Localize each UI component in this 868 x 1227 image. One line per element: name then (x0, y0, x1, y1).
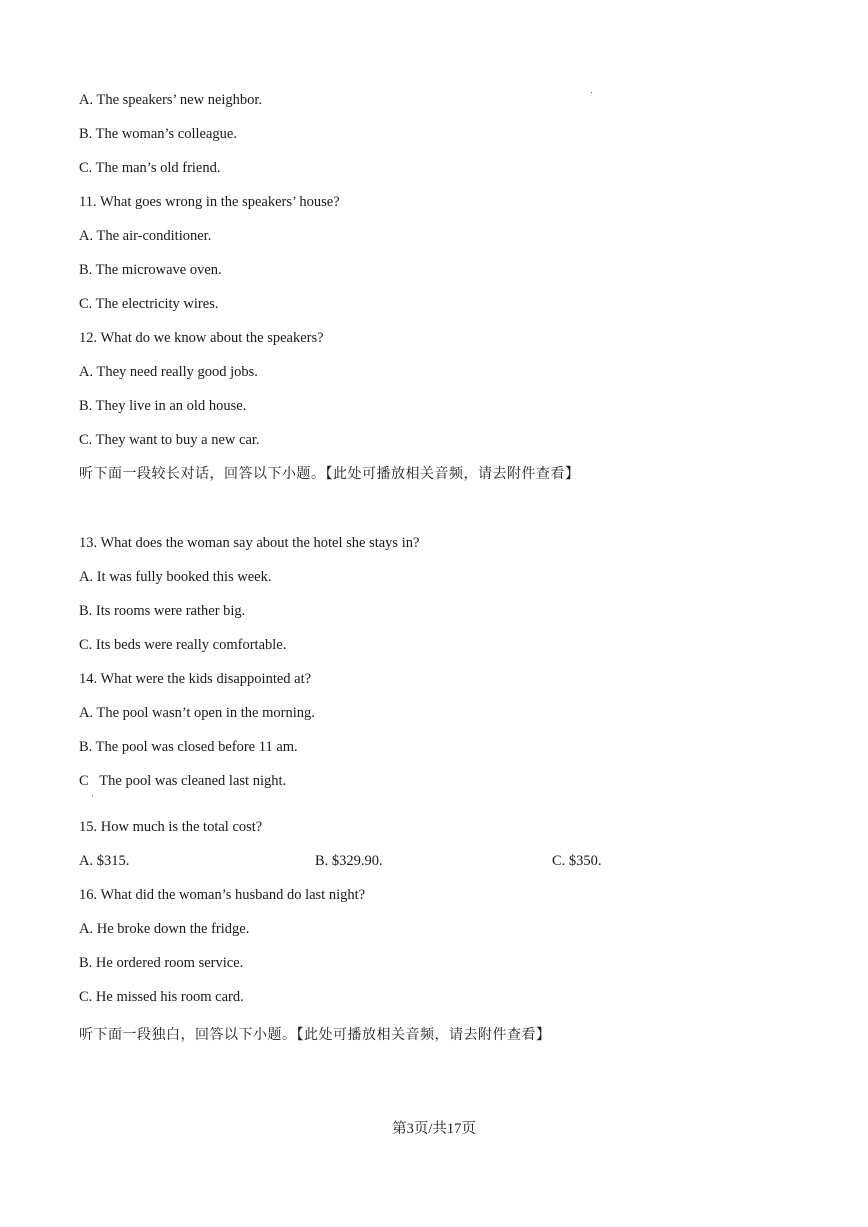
option-11c: C. The electricity wires. (79, 296, 219, 312)
option-14b: B. The pool was closed before 11 am. (79, 739, 298, 755)
option-16a: A. He broke down the fridge. (79, 921, 250, 937)
option-12b: B. They live in an old house. (79, 398, 247, 414)
option-10b: B. The woman’s colleague. (79, 126, 237, 142)
scan-speck (92, 795, 93, 796)
option-13a: A. It was fully booked this week. (79, 569, 272, 585)
question-16: 16. What did the woman’s husband do last night? (79, 887, 366, 903)
option-12a: A. They need really good jobs. (79, 364, 258, 380)
option-16c: C. He missed his room card. (79, 989, 244, 1005)
section-instruction-dialogue: 听下面一段较长对话，回答以下小题。【此处可播放相关音频，请去附件查看】 (79, 466, 580, 482)
question-12: 12. What do we know about the speakers? (79, 330, 324, 346)
option-11a: A. The air-conditioner. (79, 228, 212, 244)
option-11b: B. The microwave oven. (79, 262, 222, 278)
page-number-footer: 第3页/共17页 (392, 1121, 476, 1137)
option-13b: B. Its rooms were rather big. (79, 603, 246, 619)
option-12c: C. They want to buy a new car. (79, 432, 260, 448)
option-14a: A. The pool wasn’t open in the morning. (79, 705, 315, 721)
option-15c: C. $350. (552, 853, 602, 869)
question-11: 11. What goes wrong in the speakers’ house? (79, 194, 340, 210)
option-15a: A. $315. (79, 853, 130, 869)
option-16b: B. He ordered room service. (79, 955, 244, 971)
option-10a: A. The speakers’ new neighbor. (79, 92, 263, 108)
option-13c: C. Its beds were really comfortable. (79, 637, 287, 653)
option-14c: C The pool was cleaned last night. (79, 773, 287, 789)
section-instruction-monologue: 听下面一段独白，回答以下小题。【此处可播放相关音频，请去附件查看】 (79, 1027, 551, 1043)
question-13: 13. What does the woman say about the hotel she stays in? (79, 535, 420, 551)
question-14: 14. What were the kids disappointed at? (79, 671, 312, 687)
option-15b: B. $329.90. (315, 853, 383, 869)
question-15: 15. How much is the total cost? (79, 819, 263, 835)
scan-speck (591, 92, 592, 93)
option-10c: C. The man’s old friend. (79, 160, 221, 176)
